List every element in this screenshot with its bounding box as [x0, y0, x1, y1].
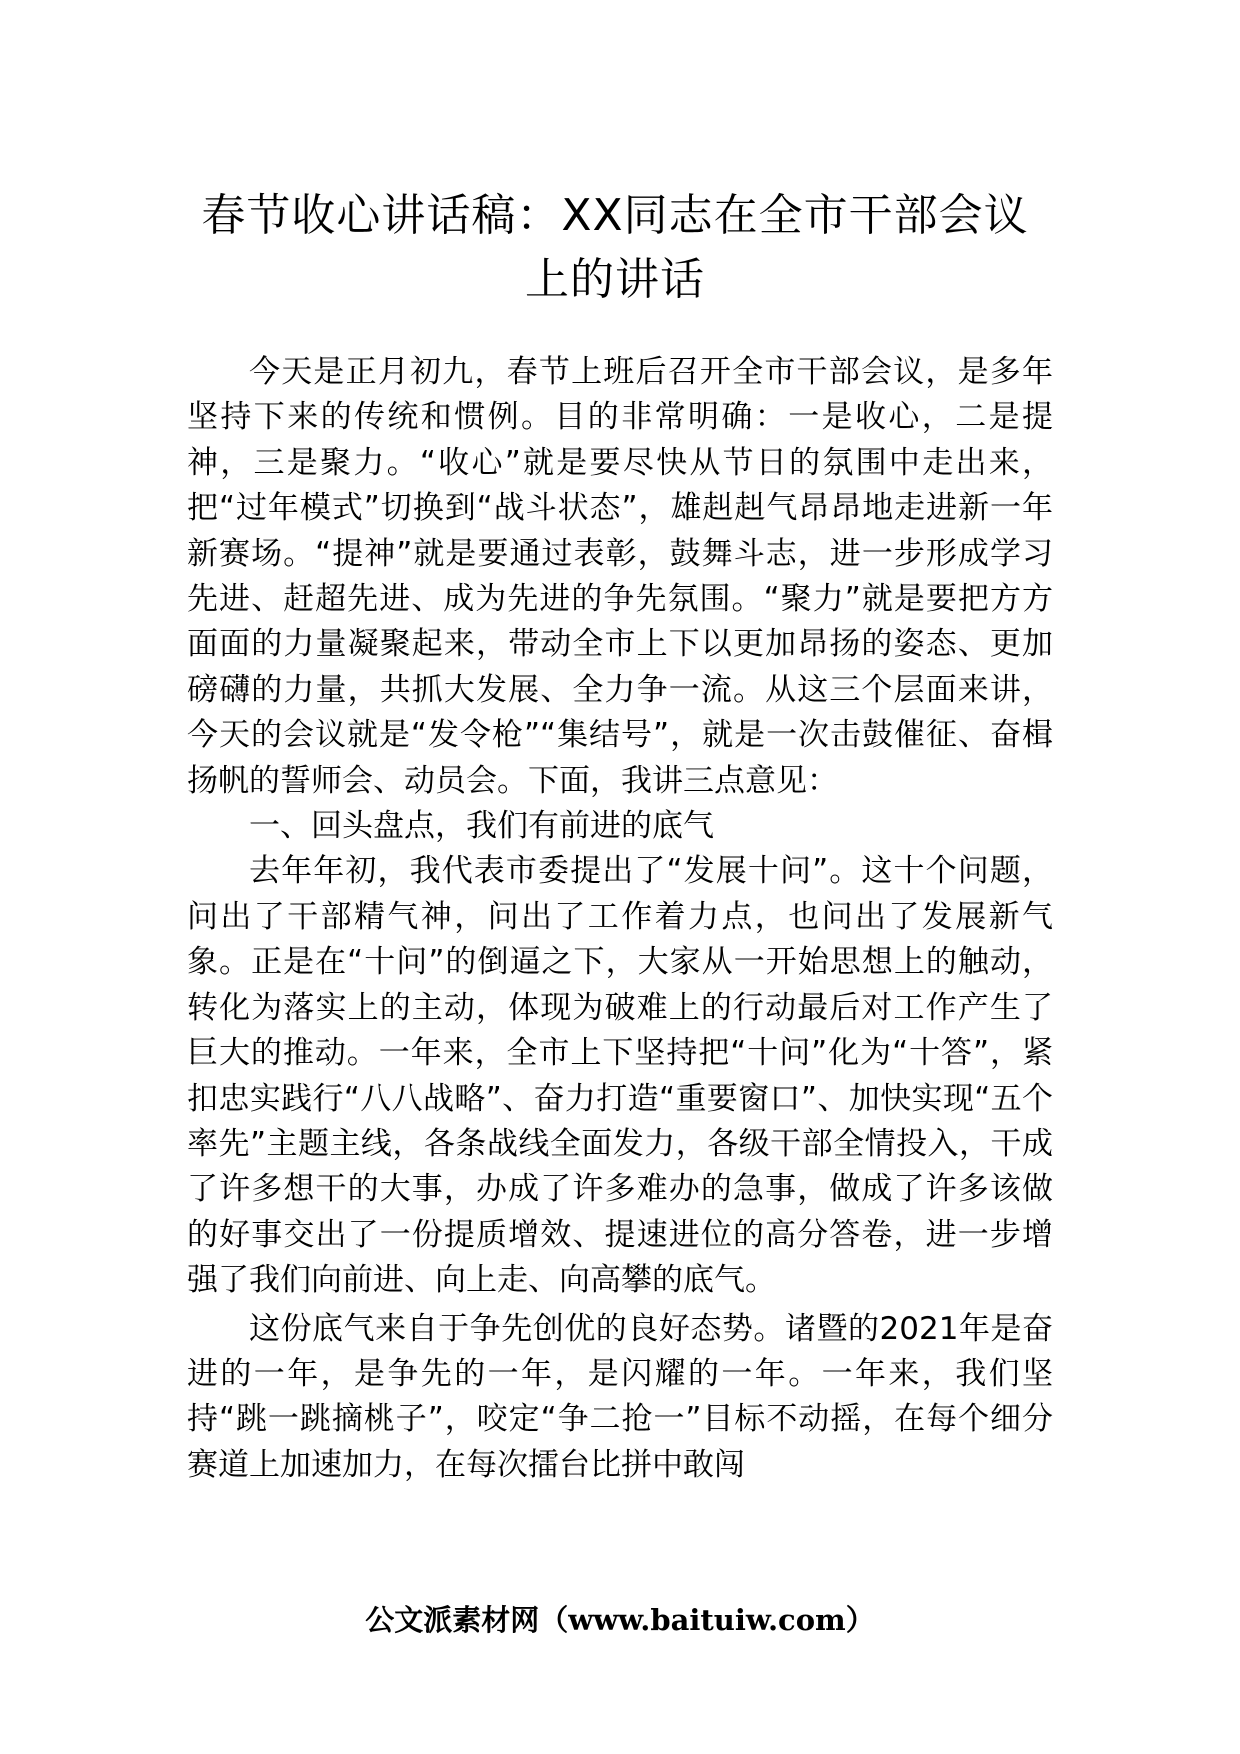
paragraph-momentum: 这份底气来自于争先创优的良好态势。诸暨的2021年是奋进的一年，是争先的一年，是闪耀的一年。一年来，我们坚持“跳一跳摘桃子”，咬定“争二抢一”目标不动摇，在每个细分赛道上加速加力，在每次擂台比拼中敢闯 [187, 1310, 1053, 1483]
section-heading-1: 一、回头盘点，我们有前进的底气 [249, 808, 714, 845]
paragraph-opening: 今天是正月初九，春节上班后召开全市干部会议，是多年坚持下来的传统和惯例。目的非常明确：一是收心，二是提神，三是聚力。“收心”就是要尽快从节日的氛围中走出来，把“过年模式”切换到“战斗状态”，雄赳赳气昂昂地走进新一年新赛场。“提神”就是要通过表彰，鼓舞斗志，进一步形成学习先进、赶超先进、成为先进的争先氛围。“聚力”就是要把方方面面的力量凝聚起来，带动全市上下以更加昂扬的姿态、更加磅礴的力量，共抓大发展、全力争一流。从这三个层面来讲，今天的会议就是“发令枪”“集结号”，就是一次击鼓催征、奋楫扬帆的誓师会、动员会。下面，我讲三点意见： [187, 354, 1053, 799]
document-title-line-2: 上的讲话 [525, 254, 705, 305]
watermark-footer: 公文派素材网（www.baituiw.com） [365, 1603, 875, 1637]
paragraph-review: 去年年初，我代表市委提出了“发展十问”。这十个问题，问出了干部精气神，问出了工作着力点，也问出了发展新气象。正是在“十问”的倒逼之下，大家从一开始思想上的触动，转化为落实上的主动，体现为破难上的行动最后对工作产生了巨大的推动。一年来，全市上下坚持把“十问”化为“十答”，紧扣忠实践行“八八战略”、奋力打造“重要窗口”、加快实现“五个率先”主题主线，各条战线全面发力，各级干部全情投入，干成了许多想干的大事，办成了许多难办的急事，做成了许多该做的好事交出了一份提质增效、提速进位的高分答卷，进一步增强了我们向前进、向上走、向高攀的底气。 [187, 853, 1053, 1299]
document-body [187, 350, 1053, 1488]
document-title-line-1: 春节收心讲话稿：XX同志在全市干部会议 [201, 190, 1029, 241]
